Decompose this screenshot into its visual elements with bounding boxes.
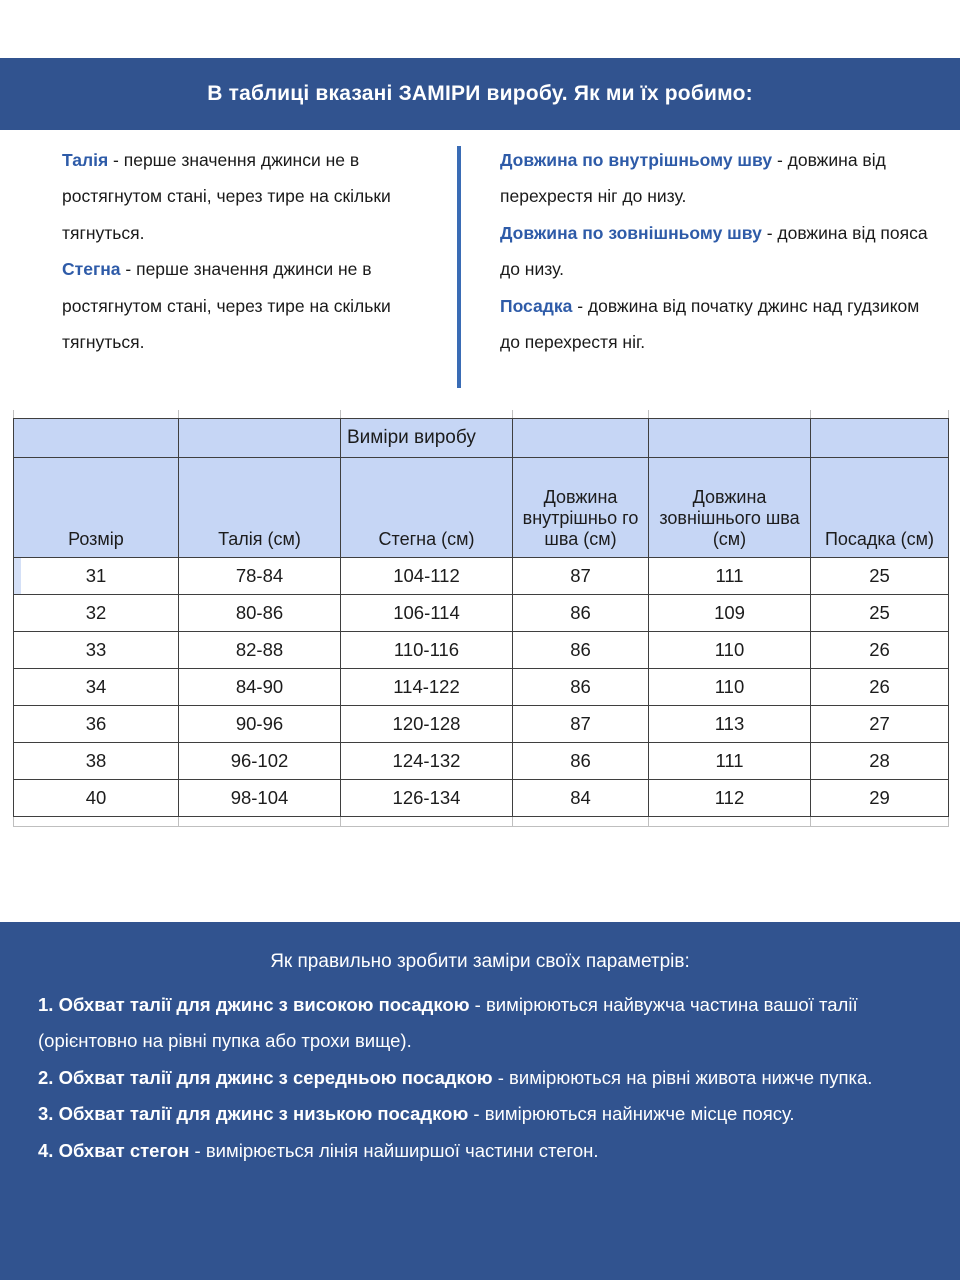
definition-term: Довжина по внутрішньому шву bbox=[500, 150, 773, 170]
group-header-empty-cell bbox=[649, 419, 811, 458]
definition-term: Стегна bbox=[62, 259, 121, 280]
instruction-item-3 bbox=[38, 1096, 922, 1133]
table-group-header-row bbox=[14, 419, 949, 458]
cell-outseam: 109 bbox=[649, 595, 811, 632]
table-row[interactable] bbox=[14, 669, 949, 706]
cell-size: 34 bbox=[14, 669, 179, 706]
definition-text: - довжина від пояса до низу. bbox=[500, 222, 928, 280]
group-header-empty-cell bbox=[513, 419, 649, 458]
spacer-cell bbox=[513, 817, 649, 827]
cell-hips: 126-134 bbox=[341, 780, 513, 817]
instruction-text: - вимірюється лінія найширшої частини стегон. bbox=[189, 1140, 599, 1161]
definition-rise bbox=[500, 288, 932, 361]
instruction-item-2 bbox=[38, 1060, 922, 1097]
cell-inseam: 86 bbox=[513, 595, 649, 632]
group-header-title: Виміри виробу bbox=[341, 419, 513, 458]
instructions-title: Як правильно зробити заміри своїх параметрів: bbox=[270, 951, 690, 972]
cell-rise: 27 bbox=[811, 706, 949, 743]
cell-rise: 28 bbox=[811, 743, 949, 780]
cell-inseam: 84 bbox=[513, 780, 649, 817]
cell-inseam: 86 bbox=[513, 632, 649, 669]
instruction-item-1 bbox=[38, 987, 922, 1060]
column-header-rise: Посадка (см) bbox=[811, 458, 949, 558]
spacer-cell bbox=[811, 410, 949, 419]
column-divider bbox=[457, 146, 461, 388]
cell-outseam: 111 bbox=[649, 558, 811, 595]
definition-text: - перше значення джинси не в ростягнутом стані, через тире на скільки тягнуться. bbox=[62, 259, 391, 352]
instruction-text: - вимірюються на рівні живота нижче пупка. bbox=[492, 1066, 873, 1088]
cell-size: 36 bbox=[14, 706, 179, 743]
table-row[interactable] bbox=[14, 632, 949, 669]
table-top-spacer-row bbox=[14, 410, 949, 419]
instruction-text: - вимірюються найнижче місце поясу. bbox=[468, 1103, 795, 1125]
instruction-item-4 bbox=[38, 1133, 922, 1170]
cell-rise: 26 bbox=[811, 669, 949, 706]
cell-rise: 29 bbox=[811, 780, 949, 817]
cell-hips: 110-116 bbox=[341, 632, 513, 669]
table-row[interactable] bbox=[14, 706, 949, 743]
instruction-text: - вимірюються найвужча частина вашої талії (орієнтовно на рівні пупка або трохи вище). bbox=[38, 993, 858, 1052]
definitions-right-column bbox=[500, 142, 932, 360]
cell-rise: 25 bbox=[811, 595, 949, 632]
cell-hips: 104-112 bbox=[341, 558, 513, 595]
definitions-section bbox=[0, 142, 960, 392]
cell-outseam: 111 bbox=[649, 743, 811, 780]
spacer-cell bbox=[341, 817, 513, 827]
group-header-empty-cell bbox=[14, 419, 179, 458]
cell-outseam: 110 bbox=[649, 669, 811, 706]
cell-size: 38 bbox=[14, 743, 179, 780]
size-table-container bbox=[13, 410, 948, 827]
group-header-empty-cell bbox=[179, 419, 341, 458]
column-header-hips: Стегна (см) bbox=[341, 458, 513, 558]
cell-waist: 80-86 bbox=[179, 595, 341, 632]
cell-outseam: 113 bbox=[649, 706, 811, 743]
group-header-empty-cell bbox=[811, 419, 949, 458]
cell-outseam: 110 bbox=[649, 632, 811, 669]
instruction-lead: 1. Обхват талії для джинс з високою посадкою bbox=[38, 993, 470, 1015]
spacer-cell bbox=[811, 817, 949, 827]
cell-size: 33 bbox=[14, 632, 179, 669]
cell-waist: 96-102 bbox=[179, 743, 341, 780]
instruction-lead: 2. Обхват талії для джинс з середньою посадкою bbox=[38, 1066, 493, 1088]
size-table-body bbox=[14, 410, 949, 827]
spacer-cell bbox=[513, 410, 649, 419]
table-row[interactable] bbox=[14, 595, 949, 632]
cell-waist: 78-84 bbox=[179, 558, 341, 595]
cell-hips: 124-132 bbox=[341, 743, 513, 780]
size-chart-table bbox=[13, 410, 949, 827]
definition-term: Талія bbox=[62, 150, 109, 170]
spacer-cell bbox=[341, 410, 513, 419]
column-header-inseam: Довжина внутрішньо го шва (см) bbox=[513, 458, 649, 558]
spacer-cell bbox=[14, 410, 179, 419]
page-title: В таблиці вказані ЗАМІРИ виробу. Як ми їх робимо: bbox=[207, 82, 753, 106]
cell-inseam: 86 bbox=[513, 743, 649, 780]
cell-hips: 106-114 bbox=[341, 595, 513, 632]
definition-outseam bbox=[500, 215, 932, 288]
cell-inseam: 86 bbox=[513, 669, 649, 706]
cell-size: 32 bbox=[14, 595, 179, 632]
definitions-left-column bbox=[62, 142, 442, 360]
spacer-cell bbox=[179, 410, 341, 419]
table-row[interactable] bbox=[14, 558, 949, 595]
cell-outseam: 112 bbox=[649, 780, 811, 817]
cell-waist: 82-88 bbox=[179, 632, 341, 669]
cell-hips: 120-128 bbox=[341, 706, 513, 743]
definition-text: - довжина від перехрестя ніг до низу. bbox=[500, 150, 886, 207]
cell-size: 40 bbox=[14, 780, 179, 817]
table-column-header-row bbox=[14, 458, 949, 558]
instruction-lead: 3. Обхват талії для джинс з низькою посадкою bbox=[38, 1103, 469, 1125]
definition-inseam bbox=[500, 142, 932, 215]
definition-hips bbox=[62, 251, 442, 360]
cell-waist: 90-96 bbox=[179, 706, 341, 743]
cell-inseam: 87 bbox=[513, 558, 649, 595]
column-header-waist: Талія (см) bbox=[179, 458, 341, 558]
spacer-cell bbox=[649, 817, 811, 827]
definition-term: Посадка bbox=[500, 295, 573, 316]
column-header-outseam: Довжина зовнішнього шва (см) bbox=[649, 458, 811, 558]
definition-text: - перше значення джинси не в ростягнутом стані, через тире на скільки тягнуться. bbox=[62, 150, 391, 243]
top-banner bbox=[0, 58, 960, 130]
cell-rise: 26 bbox=[811, 632, 949, 669]
cell-inseam: 87 bbox=[513, 706, 649, 743]
spacer-cell bbox=[14, 817, 179, 827]
cell-waist: 98-104 bbox=[179, 780, 341, 817]
cell-rise: 25 bbox=[811, 558, 949, 595]
instructions-panel bbox=[0, 922, 960, 1280]
definition-text: - довжина від початку джинс над гудзиком до перехрестя ніг. bbox=[500, 295, 920, 352]
table-bottom-spacer-row bbox=[14, 817, 949, 827]
spacer-cell bbox=[649, 410, 811, 419]
column-header-size: Розмір bbox=[14, 458, 179, 558]
definition-term: Довжина по зовнішньому шву bbox=[500, 222, 762, 243]
definition-waist bbox=[62, 142, 442, 251]
table-row[interactable] bbox=[14, 780, 949, 817]
spacer-cell bbox=[179, 817, 341, 827]
cell-waist: 84-90 bbox=[179, 669, 341, 706]
cell-hips: 114-122 bbox=[341, 669, 513, 706]
instruction-lead: 4. Обхват стегон bbox=[38, 1140, 190, 1161]
table-row[interactable] bbox=[14, 743, 949, 780]
cell-size: 31 bbox=[14, 558, 179, 595]
